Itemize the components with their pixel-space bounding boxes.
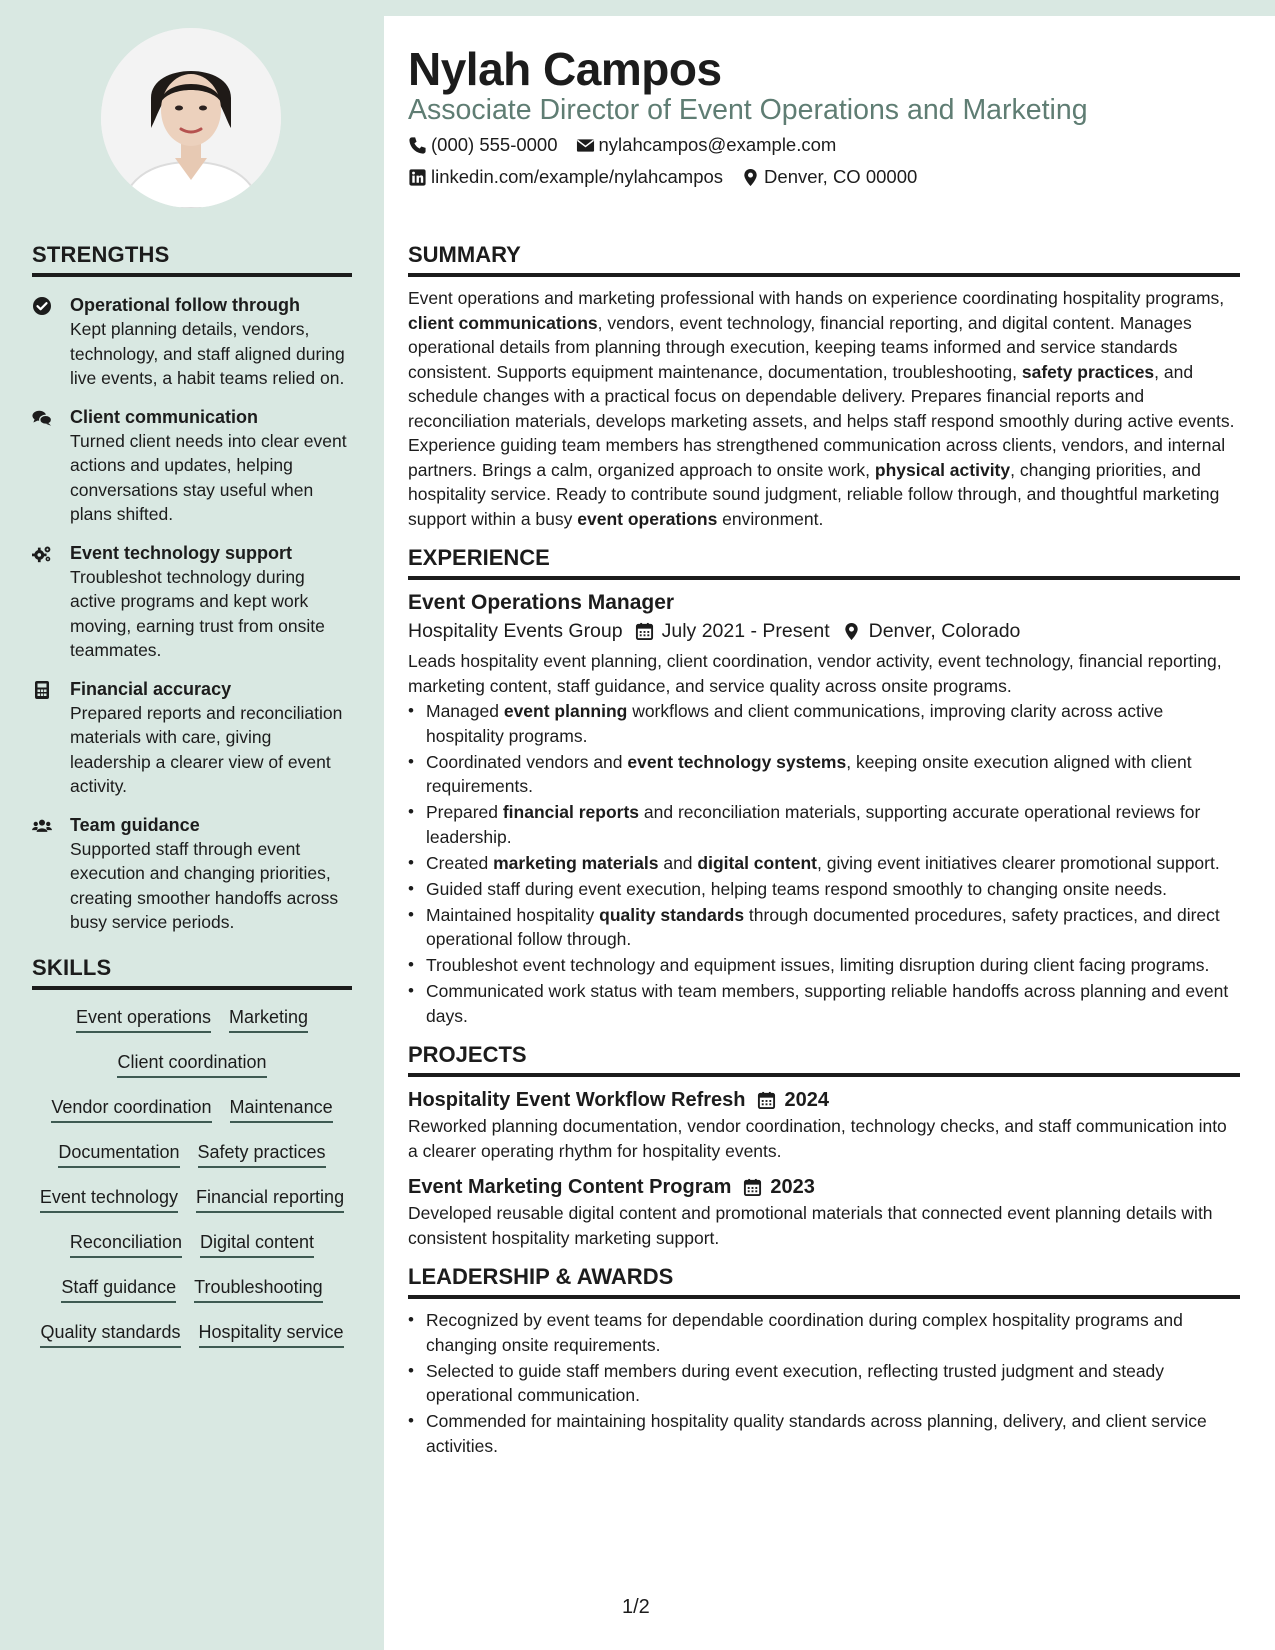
- text-segment: , keeping onsite execution aligned with client requirements.: [426, 751, 1192, 796]
- text-segment: , giving event initiatives clearer promotional support.: [817, 852, 1220, 873]
- chat-bubbles-icon: [32, 405, 70, 527]
- project-item: [408, 1086, 1240, 1163]
- text-segment: Created: [426, 852, 494, 873]
- role-description: Leads hospitality event planning, client coordination, vendor activity, event technology, financial reporting, marketing content, staff guidance, and service quality across onsite programs.: [408, 651, 1222, 696]
- check-circle-icon: [32, 293, 70, 391]
- emphasis-text: financial reports: [502, 802, 640, 822]
- strength-description: Troubleshot technology during active programs and kept work moving, earning trust from onsite teammates.: [70, 566, 325, 660]
- text-segment: , vendors, event technology, financial reporting, and digital content. Manages operational details from planning through execution, keeping teams informed and service standards consistent. Supports equipment maintenance, documentation, troubleshooting,: [408, 312, 1192, 382]
- page-number: 1/2: [622, 1596, 650, 1618]
- leadership-heading: LEADERSHIP & AWARDS: [408, 1264, 1240, 1299]
- profile-photo: [101, 28, 281, 208]
- project-title-row: [408, 1086, 1240, 1114]
- skill-tag: Event operations: [76, 1004, 211, 1033]
- skills-list: [32, 1004, 352, 1348]
- project-year: 2023: [770, 1176, 815, 1198]
- project-item: [408, 1173, 1240, 1250]
- skill-tag: Staff guidance: [61, 1274, 176, 1303]
- experience-heading: EXPERIENCE: [408, 545, 1240, 580]
- strength-description: Turned client needs into clear event actions and updates, helping conversations stay useful when plans shifted.: [70, 430, 347, 524]
- strength-title: Event technology support: [70, 542, 293, 563]
- emphasis-text: digital content: [697, 852, 817, 873]
- projects-section: [408, 1042, 1240, 1250]
- phone-text: (000) 555-0000: [431, 134, 558, 155]
- emphasis-text: marketing materials: [493, 852, 659, 873]
- leadership-bullet: • Selected to guide staff members during event execution, reflecting trusted judgment and steady operational communication.: [408, 1359, 1240, 1408]
- leadership-section: [408, 1264, 1240, 1458]
- leadership-bullets: [408, 1308, 1240, 1458]
- contact-email[interactable]: [576, 132, 837, 158]
- team-icon: [32, 813, 70, 935]
- sidebar: [0, 0, 384, 1650]
- skill-tag: Client coordination: [117, 1049, 266, 1078]
- strength-item: [32, 813, 352, 935]
- text-segment: environment.: [717, 508, 824, 529]
- strength-description: Supported staff through event execution and changing priorities, creating smoother handoffs across busy service periods.: [70, 838, 339, 932]
- email-text[interactable]: nylahcampos@example.com: [598, 134, 837, 155]
- location-text: Denver, CO 00000: [764, 166, 918, 187]
- project-year: 2024: [784, 1089, 829, 1111]
- text-segment: , changing priorities, and hospitality service. Ready to contribute sound judgment, reliable follow through, and thoughtful marketing support within a busy: [408, 459, 1220, 529]
- summary-heading: SUMMARY: [408, 242, 1240, 277]
- skill-tag: Troubleshooting: [194, 1274, 322, 1303]
- strength-title: Financial accuracy: [70, 678, 232, 699]
- map-pin-icon: [830, 622, 869, 641]
- skill-tag: Marketing: [229, 1004, 308, 1033]
- phone-icon: [408, 136, 431, 155]
- calculator-icon: [32, 677, 70, 799]
- linkedin-icon: [408, 168, 431, 187]
- strength-item: [32, 405, 352, 527]
- calendar-icon: [745, 1091, 784, 1110]
- project-title-row: [408, 1173, 1240, 1201]
- projects-heading: PROJECTS: [408, 1042, 1240, 1077]
- role-location: Denver, Colorado: [868, 620, 1021, 642]
- strength-title: Client communication: [70, 406, 259, 427]
- text-segment: through documented procedures, safety practices, and direct operational follow through.: [426, 904, 1220, 949]
- contact-phone: [408, 132, 558, 158]
- text-segment: Prepared: [426, 802, 503, 822]
- text-segment: Guided staff during event execution, helping teams respond smoothly to changing onsite needs.: [426, 878, 1167, 899]
- emphasis-text: physical activity: [874, 459, 1011, 480]
- skill-tag: Quality standards: [40, 1319, 180, 1348]
- text-segment: and reconciliation materials, supporting accurate operational reviews for leadership.: [426, 802, 1201, 847]
- text-segment: Troubleshot event technology and equipment issues, limiting disruption during client facing programs.: [426, 955, 1210, 975]
- leadership-bullet: • Recognized by event teams for dependable coordination during complex hospitality programs and changing onsite requirements.: [408, 1308, 1240, 1357]
- emphasis-text: safety practices: [1021, 361, 1155, 382]
- envelope-icon: [576, 136, 599, 155]
- strength-item: [32, 541, 352, 663]
- strengths-heading: STRENGTHS: [32, 242, 352, 277]
- experience-bullet: [408, 903, 1240, 952]
- skill-tag: Reconciliation: [70, 1229, 182, 1258]
- skill-tag: Hospitality service: [199, 1319, 344, 1348]
- skill-tag: Event technology: [40, 1184, 178, 1213]
- role-meta: [408, 617, 1240, 645]
- strength-title: Operational follow through: [70, 295, 300, 315]
- experience-bullet: [408, 851, 1240, 876]
- emphasis-text: quality standards: [599, 904, 745, 925]
- skill-tag: Digital content: [200, 1229, 314, 1258]
- emphasis-text: event planning: [503, 701, 628, 721]
- company-name: Hospitality Events Group: [408, 620, 623, 642]
- project-title: Hospitality Event Workflow Refresh: [408, 1089, 746, 1111]
- map-pin-icon: [741, 168, 764, 187]
- contact-row-1: [408, 132, 854, 158]
- calendar-icon: [623, 622, 662, 641]
- experience-section: [408, 545, 1240, 1028]
- summary-text: [408, 286, 1240, 531]
- calendar-icon: [731, 1178, 770, 1197]
- skill-tag: Safety practices: [198, 1139, 326, 1168]
- contact-location: [741, 164, 917, 190]
- portrait-illustration: [101, 28, 281, 208]
- experience-bullet: [408, 750, 1240, 799]
- experience-bullet: [408, 800, 1240, 849]
- text-segment: Communicated work status with team members, supporting reliable handoffs across planning and event days.: [426, 981, 1229, 1026]
- skills-heading: SKILLS: [32, 955, 352, 990]
- text-segment: , and schedule changes with a practical focus on dependable delivery. Prepares financial reports and reconciliation materials, develops marketing assets, and helps staff respond smoothly during active events. Experience guiding team members has strengthened communication across clients, vendors, and internal partners. Brings a calm, organized approach to onsite work,: [408, 361, 1235, 480]
- strength-title: Team guidance: [70, 814, 200, 835]
- project-description: Developed reusable digital content and promotional materials that connected event planning details with consistent hospitality marketing support.: [408, 1203, 1213, 1248]
- text-segment: Event operations and marketing professional with hands on experience coordinating hospitality programs,: [408, 288, 1225, 308]
- gears-icon: [32, 541, 70, 663]
- leadership-bullet: • Commended for maintaining hospitality quality standards across planning, delivery, and client service activities.: [408, 1409, 1240, 1458]
- job-title: Associate Director of Event Operations and Marketing: [408, 94, 1088, 126]
- project-description: Reworked planning documentation, vendor coordination, technology checks, and staff communication into a clearer operating rhythm for hospitality events.: [408, 1116, 1227, 1161]
- role-title: Event Operations Manager: [408, 591, 675, 614]
- emphasis-text: client communications: [408, 312, 598, 333]
- experience-bullet: [408, 699, 1240, 748]
- contact-linkedin[interactable]: [408, 164, 723, 190]
- project-title: Event Marketing Content Program: [408, 1176, 732, 1198]
- text-segment: Managed: [426, 701, 504, 721]
- skill-tag: Financial reporting: [196, 1184, 344, 1213]
- experience-bullet: [408, 877, 1240, 902]
- experience-bullet: [408, 953, 1240, 978]
- text-segment: Coordinated vendors and: [426, 751, 628, 772]
- skill-tag: Maintenance: [230, 1094, 333, 1123]
- emphasis-text: event technology systems: [627, 751, 847, 772]
- emphasis-text: event operations: [577, 508, 718, 529]
- candidate-name: Nylah Campos: [408, 43, 722, 95]
- strength-description: Kept planning details, vendors, technology, and staff aligned during live events, a habit teams relied on.: [70, 319, 345, 388]
- skill-tag: Vendor coordination: [51, 1094, 211, 1123]
- strength-item: [32, 677, 352, 799]
- experience-bullets: [408, 699, 1240, 1028]
- contact-row-2: [408, 164, 935, 190]
- linkedin-text[interactable]: linkedin.com/example/nylahcampos: [431, 166, 724, 187]
- strength-item: [32, 293, 352, 391]
- summary-section: [408, 242, 1240, 531]
- experience-bullet: [408, 979, 1240, 1028]
- text-segment: workflows and client communications, improving clarity across active hospitality programs.: [426, 701, 1164, 746]
- main-sections: [408, 242, 1240, 1472]
- text-segment: and: [658, 852, 698, 873]
- strength-description: Prepared reports and reconciliation materials with care, giving leadership a clearer view of event activity.: [70, 702, 343, 796]
- role-dates: July 2021 - Present: [661, 620, 830, 642]
- text-segment: Maintained hospitality: [426, 904, 600, 925]
- skill-tag: Documentation: [58, 1139, 179, 1168]
